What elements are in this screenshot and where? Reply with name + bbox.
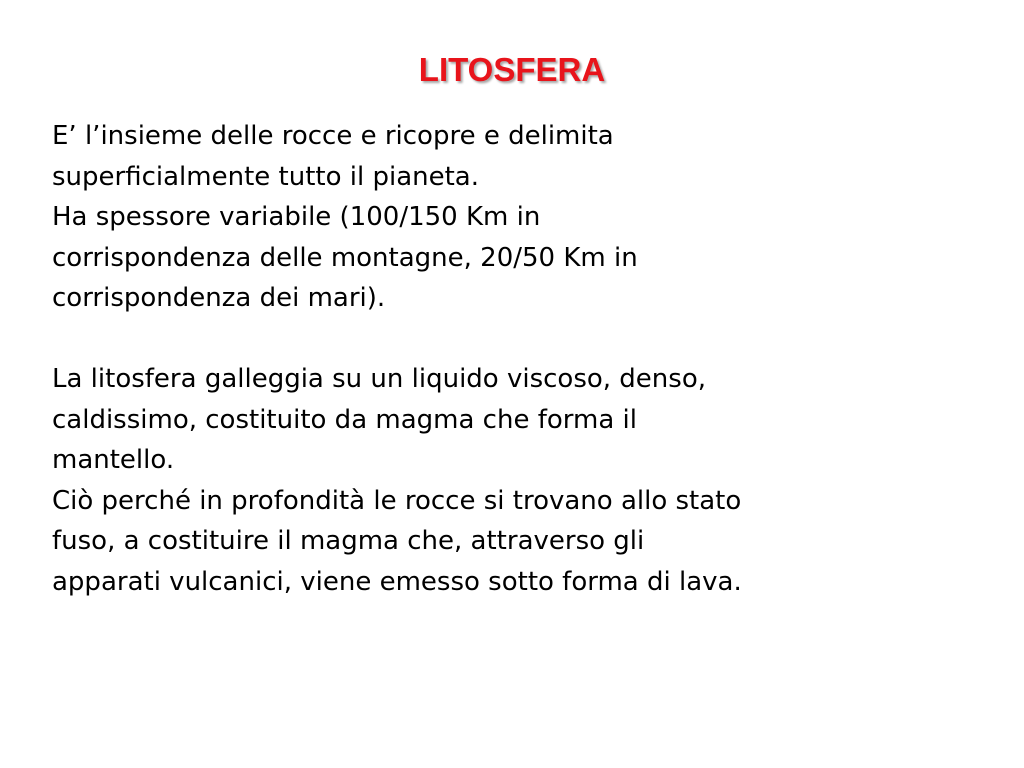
body-line: fuso, a costituire il magma che, attraverso gli bbox=[52, 526, 645, 556]
body-line: superficialmente tutto il pianeta. bbox=[52, 161, 479, 192]
body-line: Ciò perché in profondità le rocce si trovano allo stato bbox=[52, 485, 742, 516]
body-line: Ha spessore variabile (100/150 Km in bbox=[52, 202, 541, 232]
body-line: caldissimo, costituito da magma che forma il bbox=[52, 404, 637, 435]
slide-title: LITOSFERA bbox=[418, 51, 606, 88]
slide-body bbox=[52, 116, 992, 602]
body-line: La litosfera galleggia su un liquido viscoso, denso, bbox=[52, 364, 706, 394]
body-line: mantello. bbox=[52, 445, 175, 475]
body-line: E’ l’insieme delle rocce e ricopre e delimita bbox=[52, 121, 614, 151]
paragraph-spacer bbox=[52, 319, 992, 360]
body-line: apparati vulcanici, viene emesso sotto forma di lava. bbox=[52, 566, 742, 597]
body-line: corrispondenza delle montagne, 20/50 Km in bbox=[52, 242, 638, 273]
body-line: corrispondenza dei mari). bbox=[52, 283, 386, 313]
